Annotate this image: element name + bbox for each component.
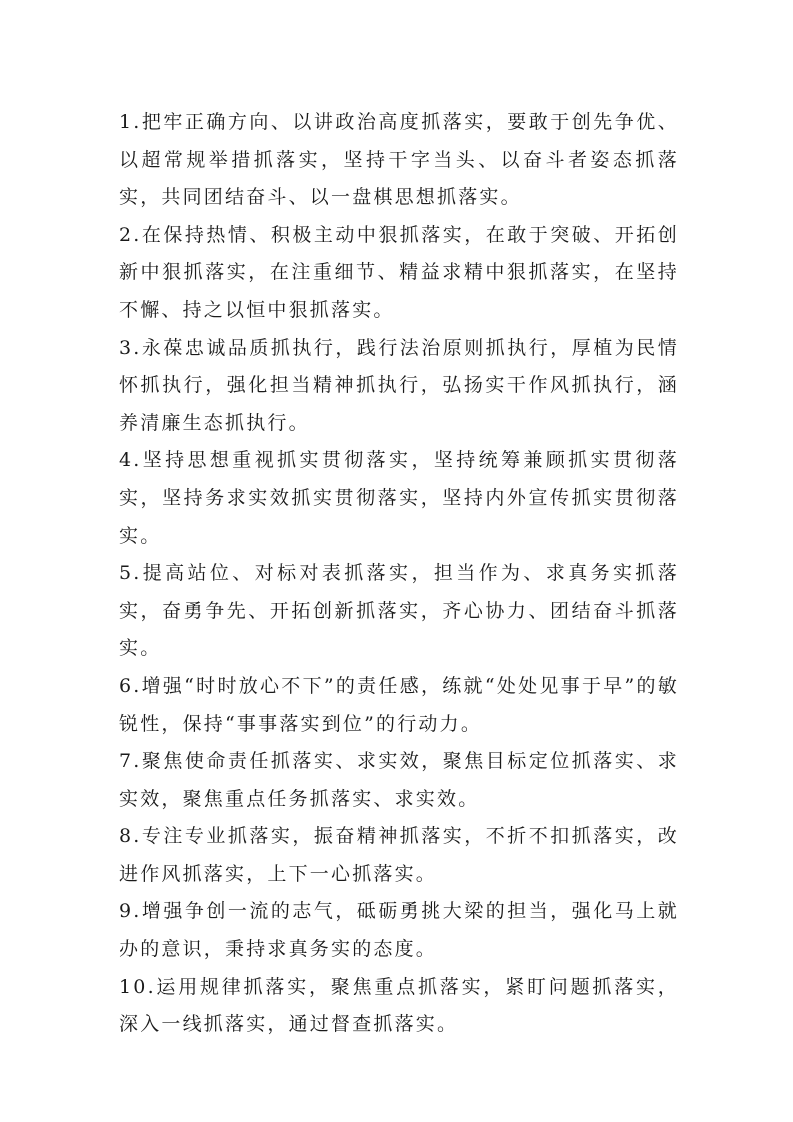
list-item-4: 4.坚持思想重视抓实贯彻落实，坚持统筹兼顾抓实贯彻落实，坚持务求实效抓实贯彻落实，坚持内外宣传抓实贯彻落实。 (119, 449, 679, 547)
list-item-6: 6.增强“时时放心不下”的责任感，练就“处处见事于早”的敏锐性，保持“事事落实到位”的行动力。 (119, 674, 679, 735)
list-item-7: 7.聚焦使命责任抓落实、求实效，聚焦目标定位抓落实、求实效，聚焦重点任务抓落实、求实效。 (119, 750, 679, 810)
list-item-3: 3.永葆忠诚品质抓执行，践行法治原则抓执行，厚植为民情怀抓执行，强化担当精神抓执行，弘扬实干作风抓执行，涵养清廉生态抓执行。 (119, 336, 679, 434)
list-item-9: 9.增强争创一流的志气，砥砺勇挑大梁的担当，强化马上就办的意识，秉持求真务实的态度。 (119, 900, 679, 961)
list-item-1: 1.把牢正确方向、以讲政治高度抓落实，要敢于创先争优、以超常规举措抓落实，坚持干字当头、以奋斗者姿态抓落实，共同团结奋斗、以一盘棋思想抓落实。 (119, 111, 679, 209)
list-item-10: 10.运用规律抓落实，聚焦重点抓落实，紧盯问题抓落实，深入一线抓落实，通过督查抓落实。 (119, 975, 679, 1036)
list-item-2: 2.在保持热情、积极主动中狠抓落实，在敢于突破、开拓创新中狠抓落实，在注重细节、精益求精中狠抓落实，在坚持不懈、持之以恒中狠抓落实。 (119, 223, 679, 321)
document-body (119, 104, 679, 1044)
list-item-5: 5.提高站位、对标对表抓落实，担当作为、求真务实抓落实，奋勇争先、开拓创新抓落实，齐心协力、团结奋斗抓落实。 (119, 562, 679, 660)
list-item-8: 8.专注专业抓落实，振奋精神抓落实，不折不扣抓落实，改进作风抓落实，上下一心抓落实。 (119, 825, 679, 885)
